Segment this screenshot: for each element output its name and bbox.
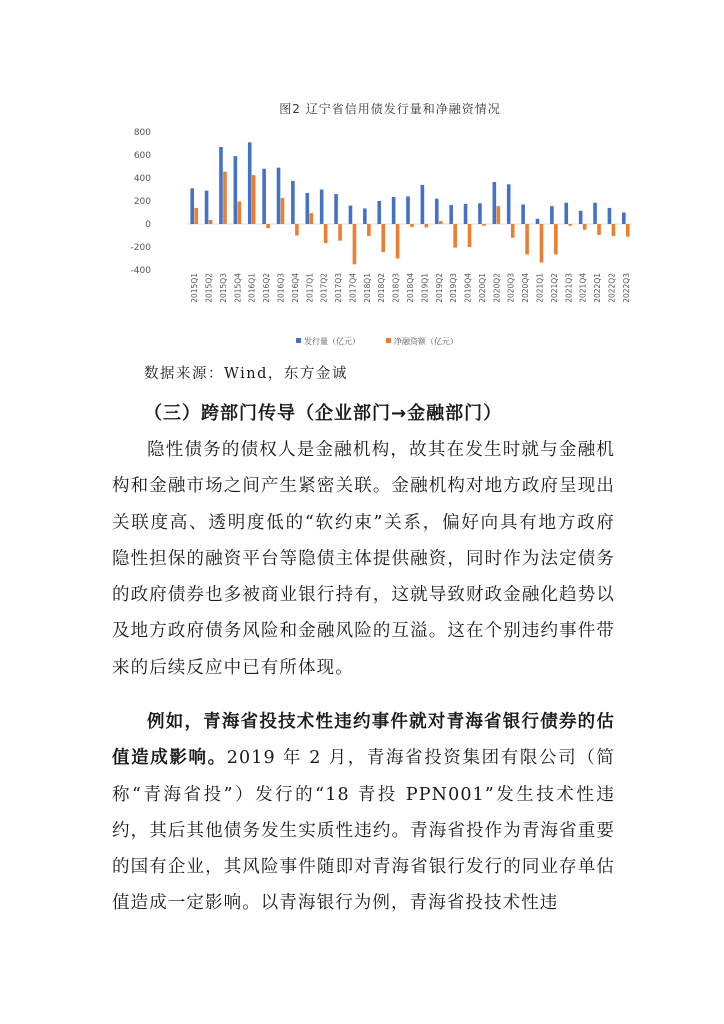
- x-tick-label: 2015Q2: [204, 273, 214, 303]
- x-tick-label: 2016Q4: [290, 273, 300, 303]
- x-tick-label: 2020Q3: [506, 273, 516, 303]
- legend-swatch: [296, 338, 301, 343]
- bar-net-financing: [511, 224, 515, 238]
- x-tick-label: 2016Q1: [247, 273, 257, 303]
- x-tick-label: 2015Q4: [233, 273, 243, 303]
- bar-net-financing: [468, 224, 472, 247]
- x-tick-label: 2020Q4: [521, 273, 531, 303]
- x-tick-label: 2019Q1: [420, 273, 430, 303]
- bar-net-financing: [482, 224, 486, 226]
- x-tick-label: 2017Q3: [334, 273, 344, 303]
- x-tick-label: 2016Q3: [276, 273, 286, 303]
- data-source-note: 数据来源：Wind，东方金诚: [144, 366, 348, 382]
- bar-net-financing: [381, 224, 385, 252]
- legend-swatch: [386, 338, 391, 343]
- bar-issuance: [521, 204, 525, 224]
- x-tick-label: 2021Q2: [549, 273, 559, 303]
- x-tick-label: 2019Q2: [434, 273, 444, 303]
- x-tick-label: 2016Q2: [262, 273, 272, 303]
- bar-net-financing: [525, 224, 529, 254]
- x-tick-label: 2018Q3: [391, 273, 401, 303]
- y-tick-label: -400: [130, 266, 151, 276]
- x-tick-label: 2017Q2: [319, 273, 329, 303]
- legend-label: 发行量（亿元）: [304, 337, 360, 346]
- y-tick-label: 0: [145, 220, 151, 230]
- x-tick-label: 2015Q1: [190, 273, 200, 303]
- bar-chart: [130, 92, 650, 354]
- bar-issuance: [305, 193, 309, 224]
- bar-issuance: [234, 156, 238, 224]
- bar-issuance: [493, 182, 497, 224]
- x-tick-label: 2021Q4: [578, 273, 588, 303]
- figure: [130, 92, 650, 354]
- bar-issuance: [363, 208, 367, 224]
- bar-issuance: [392, 197, 396, 224]
- bar-issuance: [334, 194, 338, 224]
- bar-issuance: [435, 199, 439, 224]
- x-tick-label: 2019Q4: [463, 273, 473, 303]
- bar-net-financing: [367, 224, 371, 236]
- bar-issuance: [622, 213, 626, 225]
- x-tick-label: 2018Q2: [377, 273, 387, 303]
- bar-issuance: [478, 203, 482, 224]
- x-tick-label: 2022Q2: [607, 272, 617, 303]
- paragraph-2-text: 2019 年 2 月，青海省投资集团有限公司（简称“青海省投”）发行的“18 青投 PPN001”发生技术性违约，其后其他债务发生实质性违约。青海省投作为青海省重要的国有企业，其风险事件随即对青海省银行发行的同业存单估值造成一定影响。以青海银行为例，青海省投技术性违: [112, 748, 615, 914]
- y-tick-label: 600: [133, 151, 151, 161]
- bar-net-financing: [266, 224, 270, 228]
- bar-net-financing: [453, 224, 457, 248]
- bar-net-financing: [281, 198, 285, 224]
- bar-net-financing: [439, 221, 443, 224]
- paragraph-1: 隐性债务的债权人是金融机构，故其在发生时就与金融机构和金融市场之间产生紧密关联。金融机构对地方政府呈现出关联度高、透明度低的“软约束”关系，偏好向具有地方政府隐性担保的融资平台等隐债主体提供融资，同时作为法定债务的政府债券也多被商业银行持有，这就导致财政金融化趋势以及地方政府债务风险和金融风险的互溢。这在个别违约事件带来的后续反应中已有所体现。: [112, 440, 615, 678]
- bar-issuance: [219, 147, 223, 224]
- bar-net-financing: [497, 206, 501, 224]
- bar-net-financing: [353, 224, 357, 264]
- bar-net-financing: [238, 202, 242, 224]
- bar-issuance: [406, 196, 410, 224]
- x-tick-label: 2019Q3: [449, 273, 459, 303]
- paragraph-2: [112, 704, 615, 922]
- bar-issuance: [377, 201, 381, 224]
- bar-net-financing: [209, 220, 213, 224]
- y-tick-label: 200: [133, 197, 151, 207]
- bar-net-financing: [626, 224, 630, 237]
- bar-issuance: [464, 204, 468, 224]
- section-heading: （三）跨部门传导（企业部门→金融部门）: [144, 403, 503, 424]
- bar-issuance: [320, 190, 324, 225]
- bar-net-financing: [568, 224, 572, 226]
- x-tick-label: 2020Q2: [492, 273, 502, 303]
- bar-net-financing: [410, 224, 414, 227]
- bar-issuance: [262, 169, 266, 224]
- bar-issuance: [550, 206, 554, 224]
- x-tick-label: 2017Q4: [348, 273, 358, 303]
- bar-issuance: [449, 205, 453, 224]
- bar-net-financing: [597, 224, 601, 235]
- y-tick-label: 400: [133, 174, 151, 184]
- bar-issuance: [349, 206, 353, 224]
- x-tick-label: 2018Q4: [406, 273, 415, 303]
- bar-net-financing: [252, 175, 256, 224]
- bar-net-financing: [223, 172, 227, 224]
- x-tick-label: 2022Q3: [621, 273, 631, 303]
- bar-issuance: [507, 184, 511, 224]
- bar-issuance: [277, 168, 281, 224]
- chart-title: 图2 辽宁省信用债发行量和净融资情况: [279, 102, 501, 116]
- x-tick-label: 2015Q3: [218, 273, 228, 303]
- bar-issuance: [593, 203, 597, 224]
- bar-net-financing: [540, 224, 544, 263]
- x-tick-label: 2020Q1: [477, 273, 487, 303]
- bar-net-financing: [583, 224, 587, 230]
- x-tick-label: 2018Q1: [362, 273, 372, 303]
- bar-issuance: [421, 185, 425, 224]
- bar-net-financing: [425, 224, 429, 227]
- x-tick-label: 2022Q1: [593, 273, 603, 303]
- bar-issuance: [536, 219, 540, 224]
- bar-issuance: [579, 211, 583, 224]
- x-tick-label: 2017Q1: [305, 273, 315, 303]
- bar-net-financing: [194, 208, 198, 224]
- y-tick-label: -200: [130, 243, 151, 253]
- x-tick-label: 2021Q3: [564, 273, 574, 303]
- bar-net-financing: [396, 224, 400, 259]
- bar-net-financing: [554, 224, 558, 254]
- bar-issuance: [205, 191, 209, 224]
- y-tick-label: 800: [133, 128, 151, 138]
- bar-issuance: [608, 208, 612, 224]
- bar-net-financing: [309, 213, 313, 224]
- bar-issuance: [291, 181, 295, 224]
- bar-net-financing: [295, 224, 299, 236]
- bar-net-financing: [612, 224, 616, 236]
- bar-issuance: [248, 142, 252, 224]
- bar-net-financing: [324, 224, 328, 243]
- bar-issuance: [190, 188, 194, 224]
- paragraph-2-bold: 例如，青海省投技术性违约事件就对青海省银行债券的估值造成影响。: [112, 712, 615, 769]
- bar-net-financing: [338, 224, 342, 241]
- bar-issuance: [564, 203, 568, 224]
- x-tick-label: 2021Q1: [535, 273, 545, 303]
- legend-label: 净融资额（亿元）: [394, 337, 458, 346]
